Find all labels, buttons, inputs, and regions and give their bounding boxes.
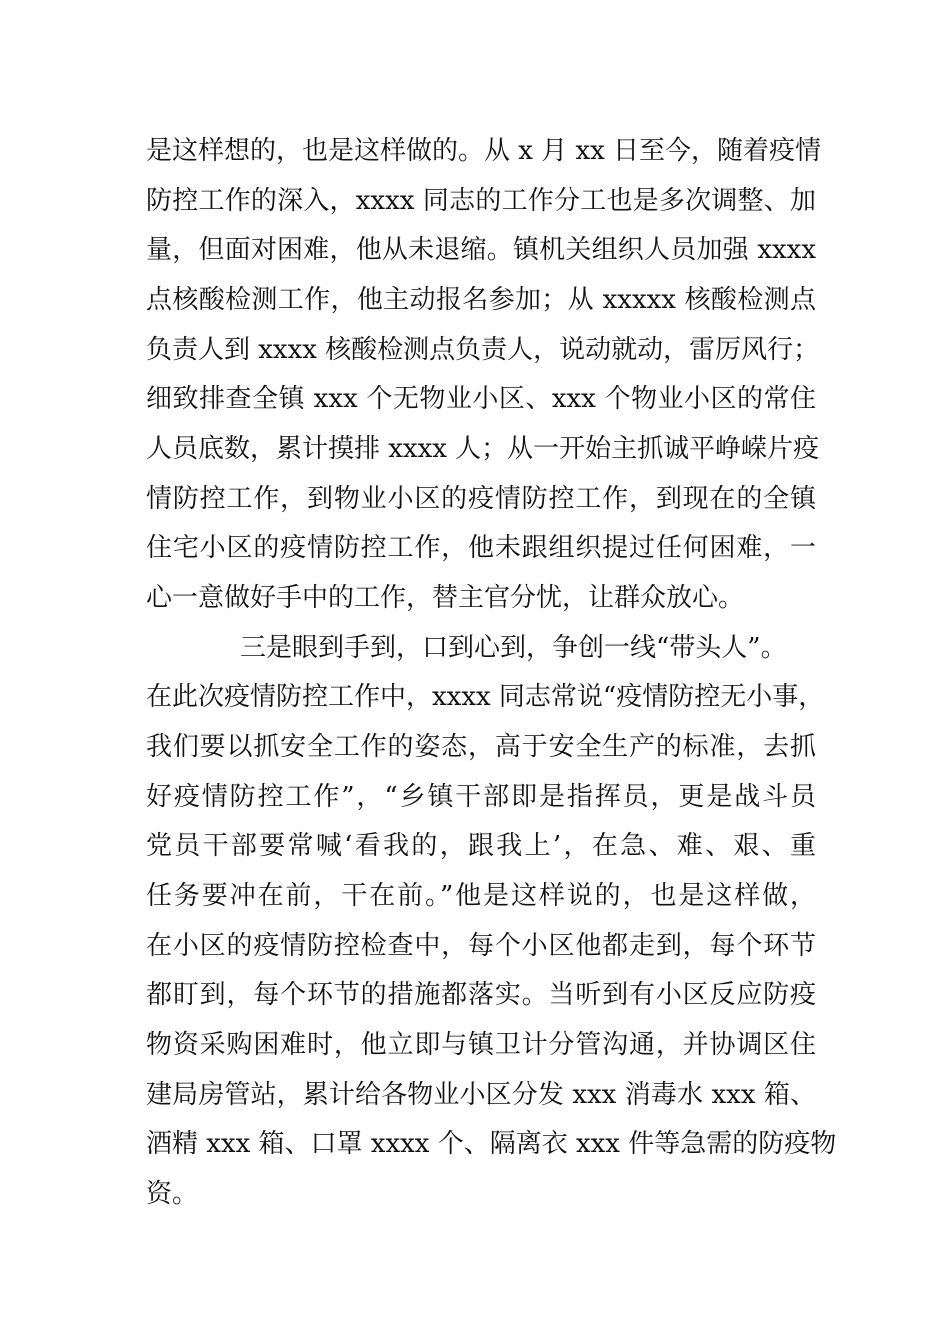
text-line: 物资采购困难时，他立即与镇卫计分管沟通，并协调区住 bbox=[146, 1030, 816, 1060]
text-line: 负责人到 xxxx 核酸检测点负责人，说动就动，雷厉风行； bbox=[146, 335, 820, 365]
section-heading-line: 三是眼到手到，口到心到，争创一线“带头人”。 bbox=[240, 633, 787, 663]
text-line: 好疫情防控工作”，“乡镇干部即是指挥员，更是战斗员 bbox=[146, 782, 816, 812]
text-line: 都盯到，每个环节的措施都落实。当听到有小区反应防疫 bbox=[146, 980, 816, 1010]
text-line: 建局房管站，累计给各物业小区分发 xxx 消毒水 xxx 箱、 bbox=[146, 1080, 816, 1110]
text-line: 情防控工作，到物业小区的疫情防控工作，到现在的全镇 bbox=[146, 484, 816, 514]
text-line: 是这样想的，也是这样做的。从 x 月 xx 日至今，随着疫情 bbox=[146, 136, 822, 166]
text-line: 我们要以抓安全工作的姿态，高于安全生产的标准，去抓 bbox=[146, 732, 816, 762]
text-line: 酒精 xxx 箱、口罩 xxxx 个、隔离衣 xxx 件等急需的防疫物 bbox=[146, 1129, 837, 1159]
text-line: 在小区的疫情防控检查中，每个小区他都走到，每个环节 bbox=[146, 931, 816, 961]
text-line: 在此次疫情防控工作中，xxxx 同志常说“疫情防控无小事， bbox=[146, 682, 825, 712]
text-line: 住宅小区的疫情防控工作，他未跟组织提过任何困难，一 bbox=[146, 533, 816, 563]
text-line: 党员干部要常喊‘看我的，跟我上’，在急、难、艰、重 bbox=[146, 831, 816, 861]
text-line: 防控工作的深入，xxxx 同志的工作分工也是多次调整、加 bbox=[146, 186, 816, 216]
text-line: 细致排查全镇 xxx 个无物业小区、xxx 个物业小区的常住 bbox=[146, 384, 816, 414]
text-line: 量，但面对困难，他从未退缩。镇机关组织人员加强 xxxx bbox=[146, 235, 816, 265]
text-line: 任务要冲在前，干在前。”他是这样说的，也是这样做， bbox=[146, 881, 816, 911]
paragraph-end-line: 资。 bbox=[146, 1179, 199, 1209]
text-line: 人员底数，累计摸排 xxxx 人；从一开始主抓诚平峥嵘片疫 bbox=[146, 434, 820, 464]
paragraph-end-line: 心一意做好手中的工作，替主官分忧，让群众放心。 bbox=[146, 583, 745, 613]
text-line: 点核酸检测工作，他主动报名参加；从 xxxxx 核酸检测点 bbox=[146, 285, 816, 315]
